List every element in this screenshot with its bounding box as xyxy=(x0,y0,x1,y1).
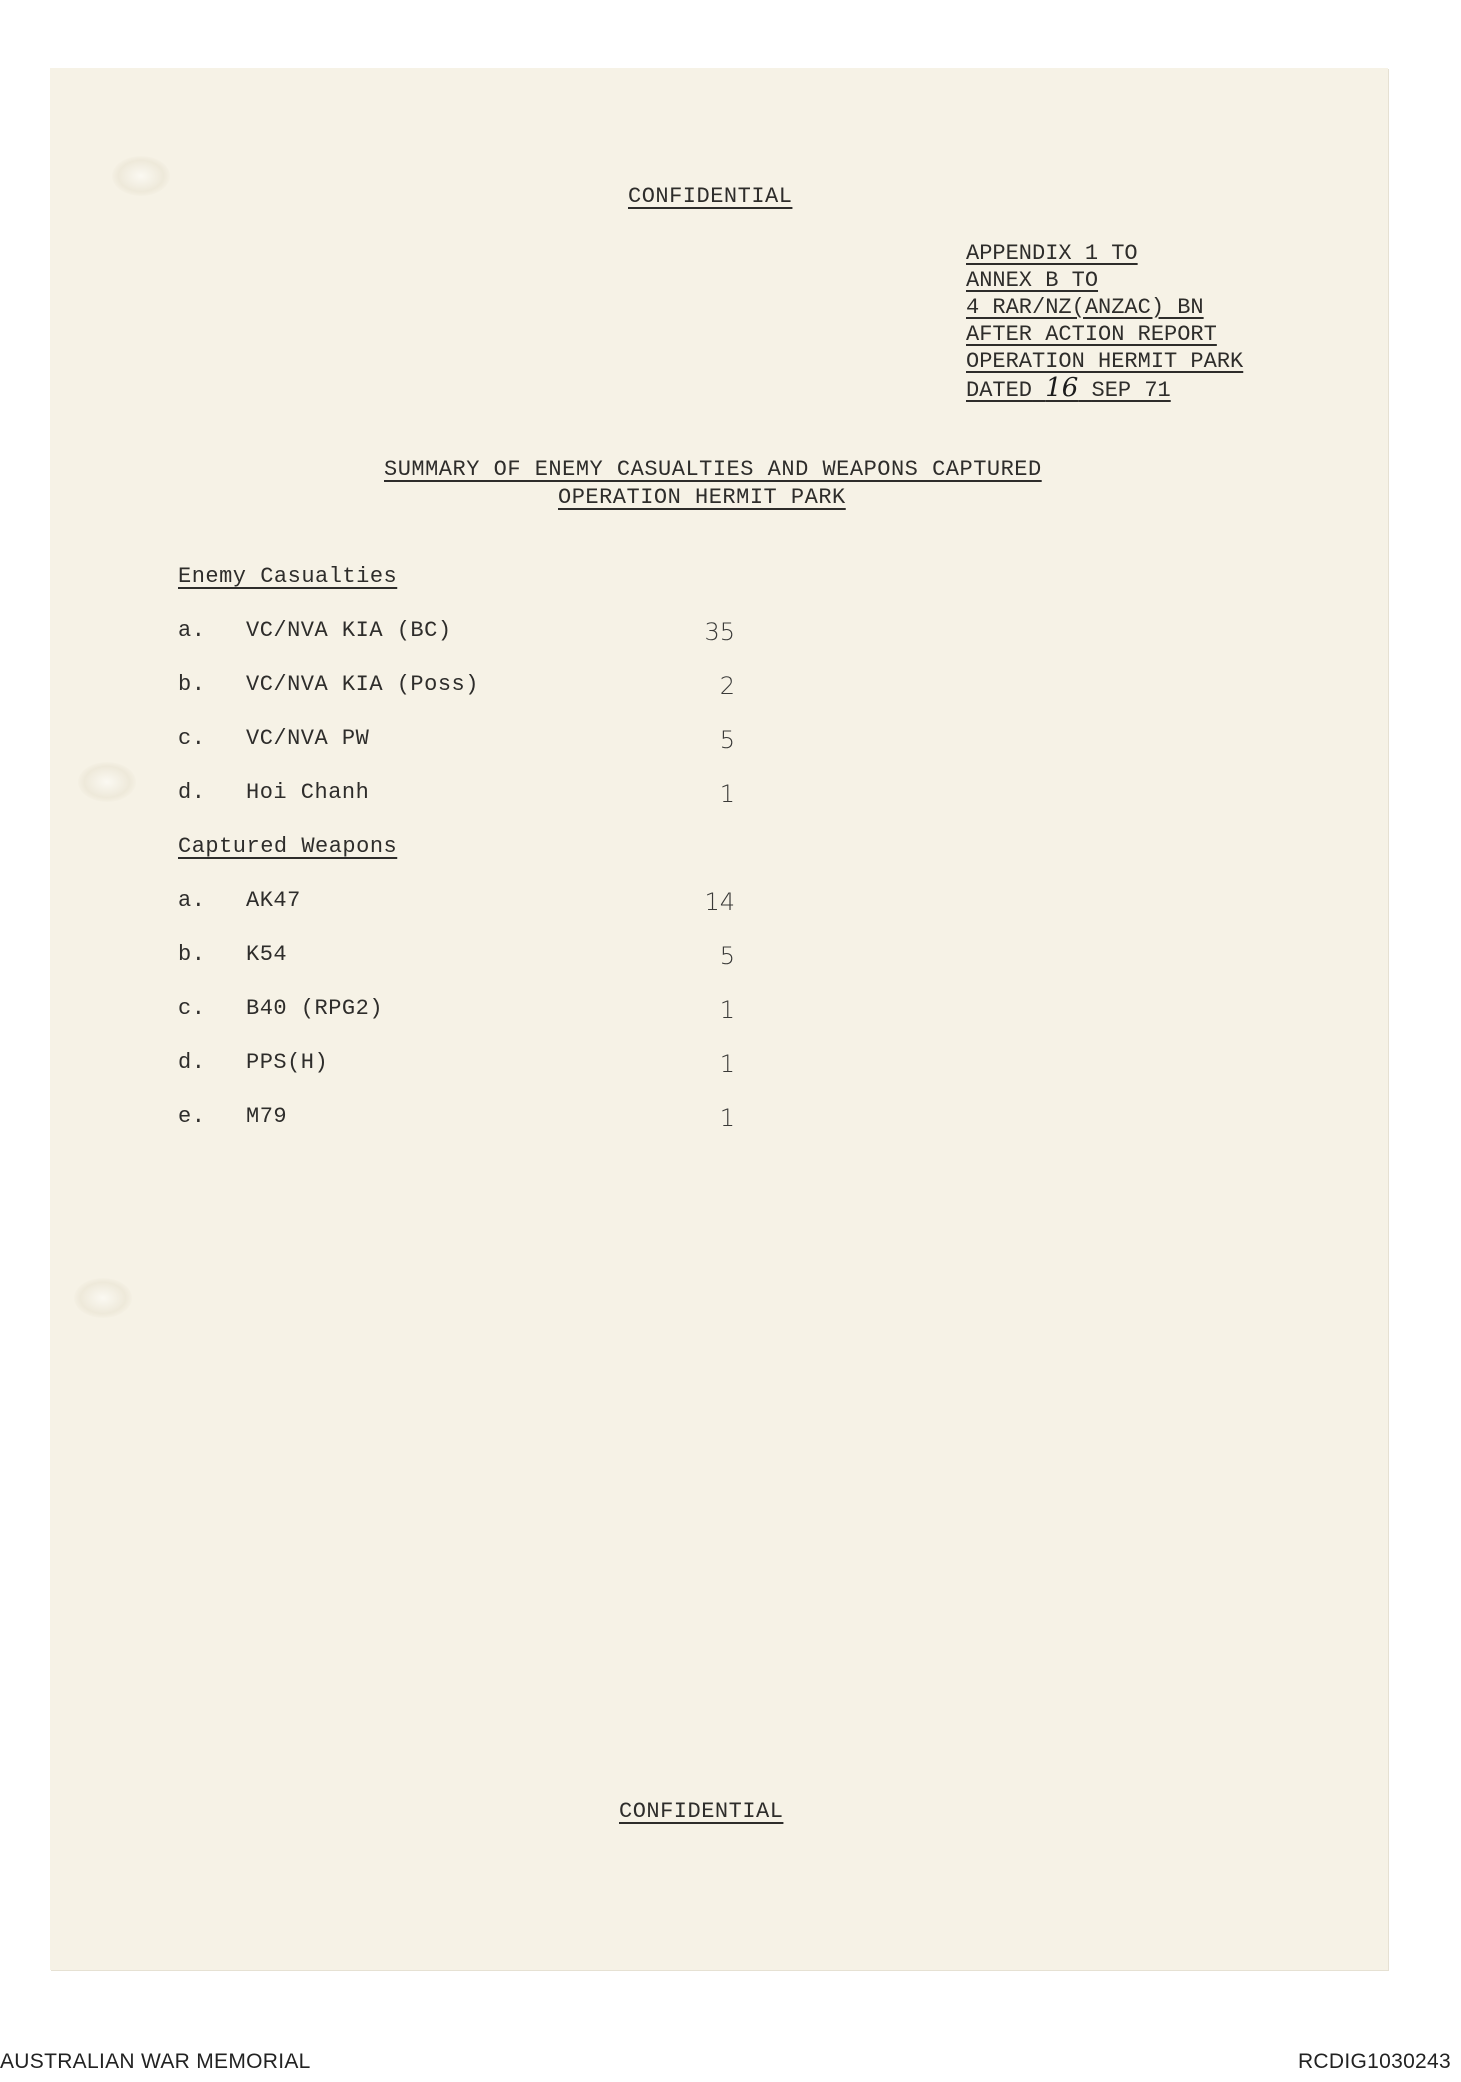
archive-watermark-right: RCDIG1030243 xyxy=(1297,2050,1451,2073)
item-letter: c. xyxy=(178,996,206,1021)
enemy-casualties-heading: Enemy Casualties xyxy=(178,564,398,589)
item-letter: c. xyxy=(178,726,206,751)
punch-hole xyxy=(112,156,170,196)
dated-suffix: SEP 71 xyxy=(1091,378,1171,403)
archive-watermark-left: AUSTRALIAN WAR MEMORIAL xyxy=(0,2050,311,2073)
dated-prefix: DATED xyxy=(966,378,1033,403)
item-count: 1 xyxy=(719,996,735,1024)
item-label: B40 (RPG2) xyxy=(246,996,384,1021)
appendix-reference-block xyxy=(966,240,1243,404)
item-label: M79 xyxy=(246,1104,288,1129)
item-count: 2 xyxy=(719,672,735,700)
item-letter: b. xyxy=(178,942,206,967)
item-count: 5 xyxy=(719,942,735,970)
item-count: 14 xyxy=(704,888,735,916)
item-count: 5 xyxy=(719,726,735,754)
item-count: 1 xyxy=(719,1050,735,1078)
punch-hole xyxy=(74,1278,132,1318)
item-letter: a. xyxy=(178,888,206,913)
punch-hole xyxy=(78,762,136,802)
item-letter: d. xyxy=(178,780,206,805)
document-title: SUMMARY OF ENEMY CASUALTIES AND WEAPONS CAPTURED xyxy=(384,457,1042,482)
captured-weapons-heading: Captured Weapons xyxy=(178,834,398,859)
item-label: Hoi Chanh xyxy=(246,780,370,805)
item-label: AK47 xyxy=(246,888,301,913)
unit-line: 4 RAR/NZ(ANZAC) BN xyxy=(966,295,1204,320)
item-label: VC/NVA PW xyxy=(246,726,370,751)
classification-footer: CONFIDENTIAL xyxy=(619,1799,784,1824)
dated-line xyxy=(966,375,1243,404)
operation-line: OPERATION HERMIT PARK xyxy=(966,349,1244,374)
item-letter: e. xyxy=(178,1104,206,1129)
annex-line: ANNEX B TO xyxy=(966,268,1099,293)
item-count: 1 xyxy=(719,1104,735,1132)
item-label: VC/NVA KIA (Poss) xyxy=(246,672,479,697)
item-letter: b. xyxy=(178,672,206,697)
item-count: 1 xyxy=(719,780,735,808)
item-label: VC/NVA KIA (BC) xyxy=(246,618,452,643)
appendix-line: APPENDIX 1 TO xyxy=(966,241,1138,266)
item-letter: a. xyxy=(178,618,206,643)
item-count: 35 xyxy=(704,618,735,646)
item-label: K54 xyxy=(246,942,288,967)
item-letter: d. xyxy=(178,1050,206,1075)
item-label: PPS(H) xyxy=(246,1050,329,1075)
dated-day-handwritten: 16 xyxy=(1045,373,1079,403)
document-subtitle: OPERATION HERMIT PARK xyxy=(558,485,846,510)
classification-header: CONFIDENTIAL xyxy=(628,184,793,209)
report-line: AFTER ACTION REPORT xyxy=(966,322,1217,347)
